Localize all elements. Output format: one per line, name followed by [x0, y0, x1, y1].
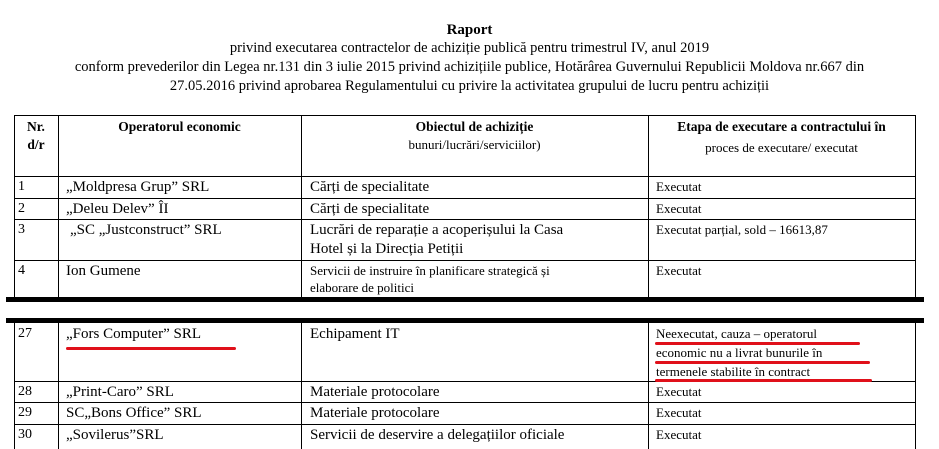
row-stage: Executat [656, 427, 702, 442]
row-object: Materiale protocolare [310, 405, 440, 421]
row-nr: 27 [18, 326, 32, 341]
row-object: Echipament IT [310, 326, 400, 342]
row-operator: „Sovilerus”SRL [66, 427, 164, 443]
report-subtitle-3: 27.05.2016 privind aprobarea Regulamentului cu privire la activitatea grupului de lucru pentru achiziții [169, 78, 770, 94]
column-header-operator: Operatorul economic [118, 119, 241, 134]
row-stage: Executat [656, 263, 702, 278]
annotation-underline-stage-2 [655, 361, 870, 364]
row-operator: Ion Gumene [66, 263, 141, 279]
row-nr: 1 [18, 179, 25, 194]
row-stage: Executat parțial, sold – 16613,87 [656, 222, 828, 237]
annotation-underline-stage-3 [655, 379, 872, 382]
row-nr: 30 [18, 427, 32, 442]
row-object: Materiale protocolare [310, 384, 440, 400]
row-stage: Executat [656, 405, 702, 420]
row-object-line-1: Lucrări de reparație a acoperișului la Casa [310, 222, 564, 238]
row-stage-line-3: termenele stabilite în contract [656, 364, 811, 379]
section-break-bottom [6, 318, 924, 323]
row-operator: „Deleu Delev” ÎI [66, 201, 169, 217]
row-object-line-1: Servicii de instruire în planificare strategică și [310, 263, 550, 278]
row-stage: Executat [656, 179, 702, 194]
annotation-underline-operator [66, 347, 236, 350]
row-nr: 2 [18, 201, 25, 216]
row-operator: „Print-Caro” SRL [66, 384, 174, 400]
row-nr: 28 [18, 384, 32, 399]
row-stage-line-2: economic nu a livrat bunurile în [656, 345, 823, 360]
row-operator: „SC „Justconstruct” SRL [70, 222, 222, 238]
report-title: Raport [446, 22, 493, 38]
row-object: Servicii de deservire a delegațiilor oficiale [310, 427, 565, 443]
row-object: Cărți de specialitate [310, 179, 430, 195]
report-subtitle-1: privind executarea contractelor de achiziție publică pentru trimestrul IV, anul 2019 [229, 40, 710, 56]
row-operator: „Moldpresa Grup” SRL [66, 179, 210, 195]
row-nr: 29 [18, 405, 32, 420]
row-object-line-2: Hotel și la Direcția Petiții [310, 241, 464, 257]
section-break-top [6, 297, 924, 302]
row-nr: 4 [18, 263, 25, 278]
row-stage: Executat [656, 384, 702, 399]
column-header-nr: Nr. d/r [27, 119, 45, 152]
row-object-line-2: elaborare de politici [310, 280, 414, 295]
column-header-stage: Etapa de executare a contractului în proces de executare/ executat [677, 119, 886, 155]
row-object: Cărți de specialitate [310, 201, 430, 217]
row-operator: „Fors Computer” SRL [66, 326, 201, 342]
report-subtitle-2: conform prevederilor din Legea nr.131 din 3 iulie 2015 privind achizițiile publice, Hotărârea Guvernului Republicii Moldova nr.667 din [74, 59, 865, 75]
row-operator: SC„Bons Office” SRL [66, 405, 202, 421]
column-header-object: Obiectul de achiziție bunuri/lucrări/serviciilor) [408, 119, 541, 152]
row-stage-line-1: Neexecutat, cauza – operatorul [656, 326, 817, 341]
row-stage: Executat [656, 201, 702, 216]
annotation-underline-stage-1 [655, 342, 860, 345]
row-nr: 3 [18, 222, 25, 237]
